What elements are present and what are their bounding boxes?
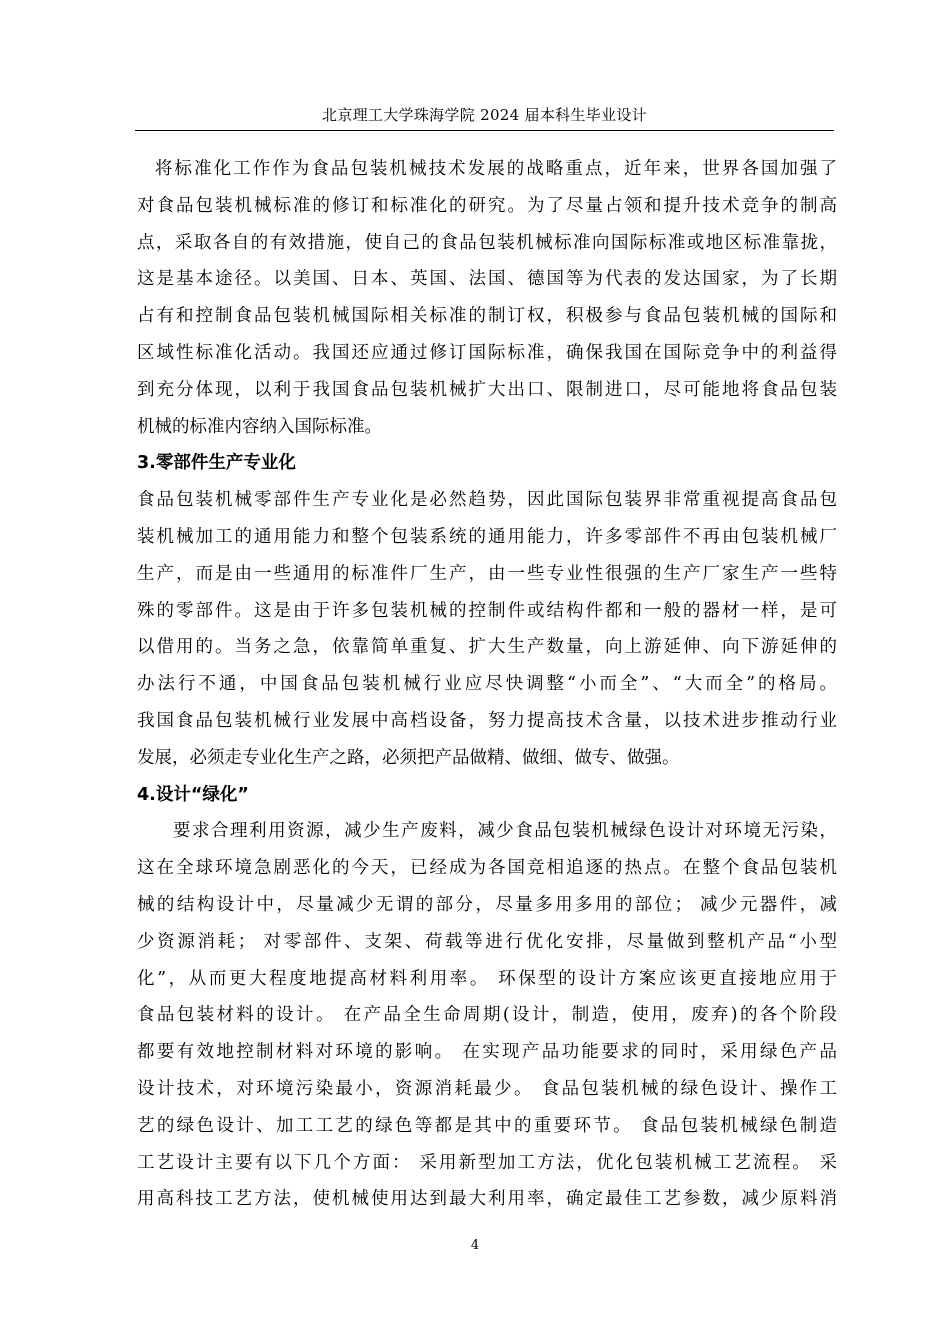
text-line: 装机械加工的通用能力和整个包装系统的通用能力，许多零部件不再由包装机械厂: [137, 526, 837, 547]
text-line: 都要有效地控制材料对环境的影响。 在实现产品功能要求的同时，采用绿色产品: [137, 1042, 837, 1063]
page-body: [137, 151, 837, 1218]
paragraph-specialization: [137, 482, 837, 776]
text-line: 械的结构设计中，尽量减少无谓的部分，尽量多用多用的部位； 减少元器件，减: [137, 894, 837, 915]
text-line: 点，采取各自的有效措施，使自己的食品包装机械标准向国际标准或地区标准靠拢，: [137, 232, 837, 253]
text-line: 设计技术，对环境污染最小，资源消耗最少。 食品包装机械的绿色设计、操作工: [137, 1078, 837, 1099]
text-line: 办法行不通，中国食品包装机械行业应尽快调整“小而全”、“大而全”的格局。: [137, 674, 837, 695]
section-heading-3: 3.零部件生产专业化: [137, 453, 296, 474]
paragraph-green-design: [137, 813, 837, 1218]
text-line: 这在全球环境急剧恶化的今天，已经成为各国竞相追逐的热点。在整个食品包装机: [137, 858, 837, 879]
text-line: 对食品包装机械标准的修订和标准化的研究。为了尽量占领和提升技术竞争的制高: [137, 195, 837, 216]
text-line: 发展，必须走专业化生产之路，必须把产品做精、做细、做专、做强。: [137, 747, 680, 768]
text-line: 以借用的。当务之急，依靠简单重复、扩大生产数量，向上游延伸、向下游延伸的: [137, 637, 837, 658]
header-divider: [135, 130, 834, 131]
text-line: 殊的零部件。这是由于许多包装机械的控制件或结构件都和一般的器材一样，是可: [137, 600, 837, 621]
text-line: 用高科技工艺方法，使机械使用达到最大利用率，确定最佳工艺参数，减少原料消: [137, 1189, 837, 1210]
paragraph-standardization: [137, 151, 837, 445]
text-line: 机械的标准内容纳入国际标准。: [137, 416, 382, 437]
page-header: 北京理工大学珠海学院 2024 届本科生毕业设计: [322, 106, 647, 124]
text-line: 要求合理利用资源，减少生产废料，减少食品包装机械绿色设计对环境无污染，: [173, 821, 837, 842]
text-line: 化”，从而更大程度地提高材料利用率。 环保型的设计方案应该更直接地应用于: [137, 968, 837, 989]
text-line: 到充分体现，以利于我国食品包装机械扩大出口、限制进口，尽可能地将食品包装: [137, 379, 837, 400]
text-line: 占有和控制食品包装机械国际相关标准的制订权，积极参与食品包装机械的国际和: [137, 306, 837, 327]
text-line: 食品包装机械零部件生产专业化是必然趋势，因此国际包装界非常重视提高食品包: [137, 490, 837, 511]
text-line: 将标准化工作作为食品包装机械技术发展的战略重点，近年来，世界各国加强了: [155, 159, 837, 179]
text-line: 少资源消耗； 对零部件、支架、荷载等进行优化安排，尽量做到整机产品“小型: [137, 931, 837, 952]
text-line: 艺的绿色设计、加工工艺的绿色等都是其中的重要环节。 食品包装机械绿色制造: [137, 1115, 837, 1136]
text-line: 生产，而是由一些通用的标准件厂生产，由一些专业性很强的生产厂家生产一些特: [137, 563, 837, 584]
text-line: 这是基本途径。以美国、日本、英国、法国、德国等为代表的发达国家，为了长期: [137, 269, 837, 290]
text-line: 我国食品包装机械行业发展中高档设备，努力提高技术含量，以技术进步推动行业: [137, 710, 837, 731]
text-line: 工艺设计主要有以下几个方面： 采用新型加工方法，优化包装机械工艺流程。 采: [137, 1152, 837, 1173]
section-heading-4: 4.设计“绿化”: [137, 784, 249, 805]
text-line: 食品包装材料的设计。 在产品全生命周期(设计，制造，使用，废弃)的各个阶段: [137, 1005, 837, 1026]
page-number: 4: [470, 1238, 480, 1253]
text-line: 区域性标准化活动。我国还应通过修订国际标准，确保我国在国际竞争中的利益得: [137, 342, 837, 363]
